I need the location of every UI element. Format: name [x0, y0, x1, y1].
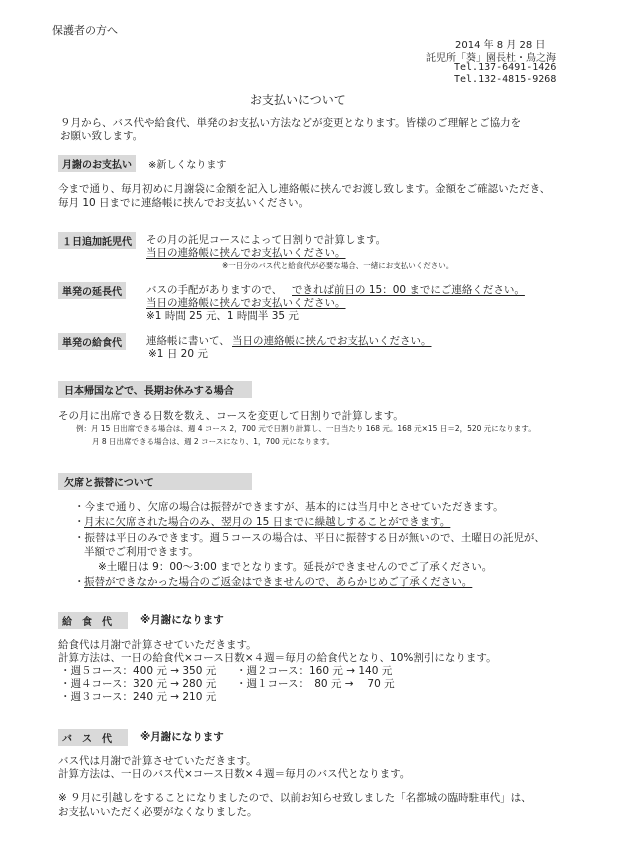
extension-line-3: ※1 時間 25 元、1 時間半 35 元	[146, 310, 299, 322]
meal-row-left-2: ・週４コース：320 元 → 280 元	[60, 678, 217, 690]
absence-bullet-2: 月末に欠席された場合のみ、翌月の 15 日までに繰越しすることができます。	[84, 516, 451, 528]
meal-heading: 給 食 代	[58, 612, 128, 629]
monthly-body-2: 毎月 10 日までに連絡帳に挟んでお支払いください。	[58, 197, 310, 209]
intro-line-1: ９月から、バス代や給食代、単発のお支払い方法などが変更となります。皆様のご理解とご協力を	[60, 117, 522, 129]
bus-note-2b: お支払いいただく必要がなくなりました。	[58, 806, 258, 818]
extension-heading: 単発の延長代	[58, 282, 126, 299]
absence-bullet-4: 振替ができなかった場合のご返金はできませんので、あらかじめご了承ください。	[84, 576, 473, 588]
bus-note: ※月謝になります	[140, 731, 224, 743]
meal-row-left-1: ・週５コース：400 元 → 350 元	[60, 665, 217, 677]
absence-bullet-3c: ※土曜日は 9：00～3:00 までとなります。延長ができませんのでご了承ください。	[98, 561, 493, 573]
sender: 託児所「葵」園長杜・鳥之海	[426, 53, 556, 64]
meal-row-left-3: ・週３コース：240 元 → 210 元	[60, 691, 217, 703]
monthly-note: ※新しくなります	[148, 160, 227, 171]
absence-bullet-1: ・今まで通り、欠席の場合は振替ができますが、基本的には当月中とさせていただきます。	[74, 501, 504, 513]
extension-line-1a: バスの手配がありますので、	[146, 284, 283, 296]
tel-2: Tel.132-4815-9268	[454, 74, 557, 85]
meal-row-right-2: ・週１コース： 80 元 → 70 元	[236, 678, 395, 690]
bus-body-2: 計算方法は、一日のバス代×コース日数×４週＝毎月のバス代となります。	[58, 768, 411, 780]
meal-body-1: 給食代は月謝で計算させていただきます。	[58, 639, 257, 651]
page-title: お支払いについて	[250, 93, 346, 107]
single-meal-line-1b: 当日の連絡帳に挟んでお支払いください。	[232, 335, 432, 347]
meal-body-2: 計算方法は、一日の給食代×コース日数×４週＝毎月の給食代となり、10%割引になります。	[58, 652, 497, 664]
bus-note-2a: ※ ９月に引越しをすることになりましたので、以前お知らせ致しました「名都城の臨時駐車代」は、	[58, 792, 532, 804]
extra-day-line-2: 当日の連絡帳に挟んでお支払いください。	[146, 247, 346, 259]
extra-day-heading: １日追加託児代	[58, 232, 136, 249]
extra-day-line-1: その月の託児コースによって日割りで計算します。	[146, 234, 387, 246]
absence-bullet-3: ・振替は平日のみできます。週５コースの場合は、平日に振替する日が無いので、土曜日の託児が、	[74, 532, 545, 544]
absence-bullet-4-dot: ・	[74, 576, 85, 588]
bus-heading: バ ス 代	[58, 729, 128, 746]
meal-note: ※月謝になります	[140, 614, 224, 626]
extra-day-line-3: ※一日分のバス代と給食代が必要な場合、一緒にお支払いください。	[222, 261, 454, 270]
recipient: 保護者の方へ	[52, 24, 118, 37]
date: 2014 年 8 月 28 日	[455, 40, 546, 51]
single-meal-line-1a: 連絡帳に書いて、	[146, 335, 230, 347]
long-absence-line-1: その月に出席できる日数を数え、コースを変更して日割りで計算します。	[58, 410, 404, 422]
long-absence-example-1: 例：月 15 日出席できる場合は、週 4 コース 2，700 元で日割り計算し、一日当たり 168 元。168 元×15 日＝2，520 元になります。	[76, 424, 536, 433]
monthly-heading: 月謝のお支払い	[58, 155, 136, 172]
absence-bullet-3b: 半額でご利用できます。	[84, 546, 199, 558]
long-absence-example-2: 月 8 日出席できる場合は、週 2 コースになり、1，700 元になります。	[92, 437, 335, 446]
extension-line-2: 当日の連絡帳に挟んでお支払いください。	[146, 297, 346, 309]
absence-heading: 欠席と振替について	[58, 473, 252, 490]
meal-row-right-1: ・週２コース：160 元 → 140 元	[236, 665, 393, 677]
single-meal-line-2: ※1 日 20 元	[148, 348, 208, 360]
monthly-body-1: 今まで通り、毎月初めに月謝袋に金額を記入し連絡帳に挟んでお渡し致します。金額をご確認いただき、	[58, 183, 551, 195]
long-absence-heading: 日本帰国などで、長期お休みする場合	[58, 381, 252, 398]
tel-1: Tel.137-6491-1426	[454, 62, 557, 73]
intro-line-2: お願い致します。	[60, 130, 144, 142]
single-meal-heading: 単発の給食代	[58, 333, 126, 350]
absence-bullet-2-dot: ・	[74, 516, 85, 528]
bus-body-1: バス代は月謝で計算させていただきます。	[58, 755, 257, 767]
extension-line-1b: できれば前日の 15：00 までにご連絡ください。	[292, 284, 525, 296]
